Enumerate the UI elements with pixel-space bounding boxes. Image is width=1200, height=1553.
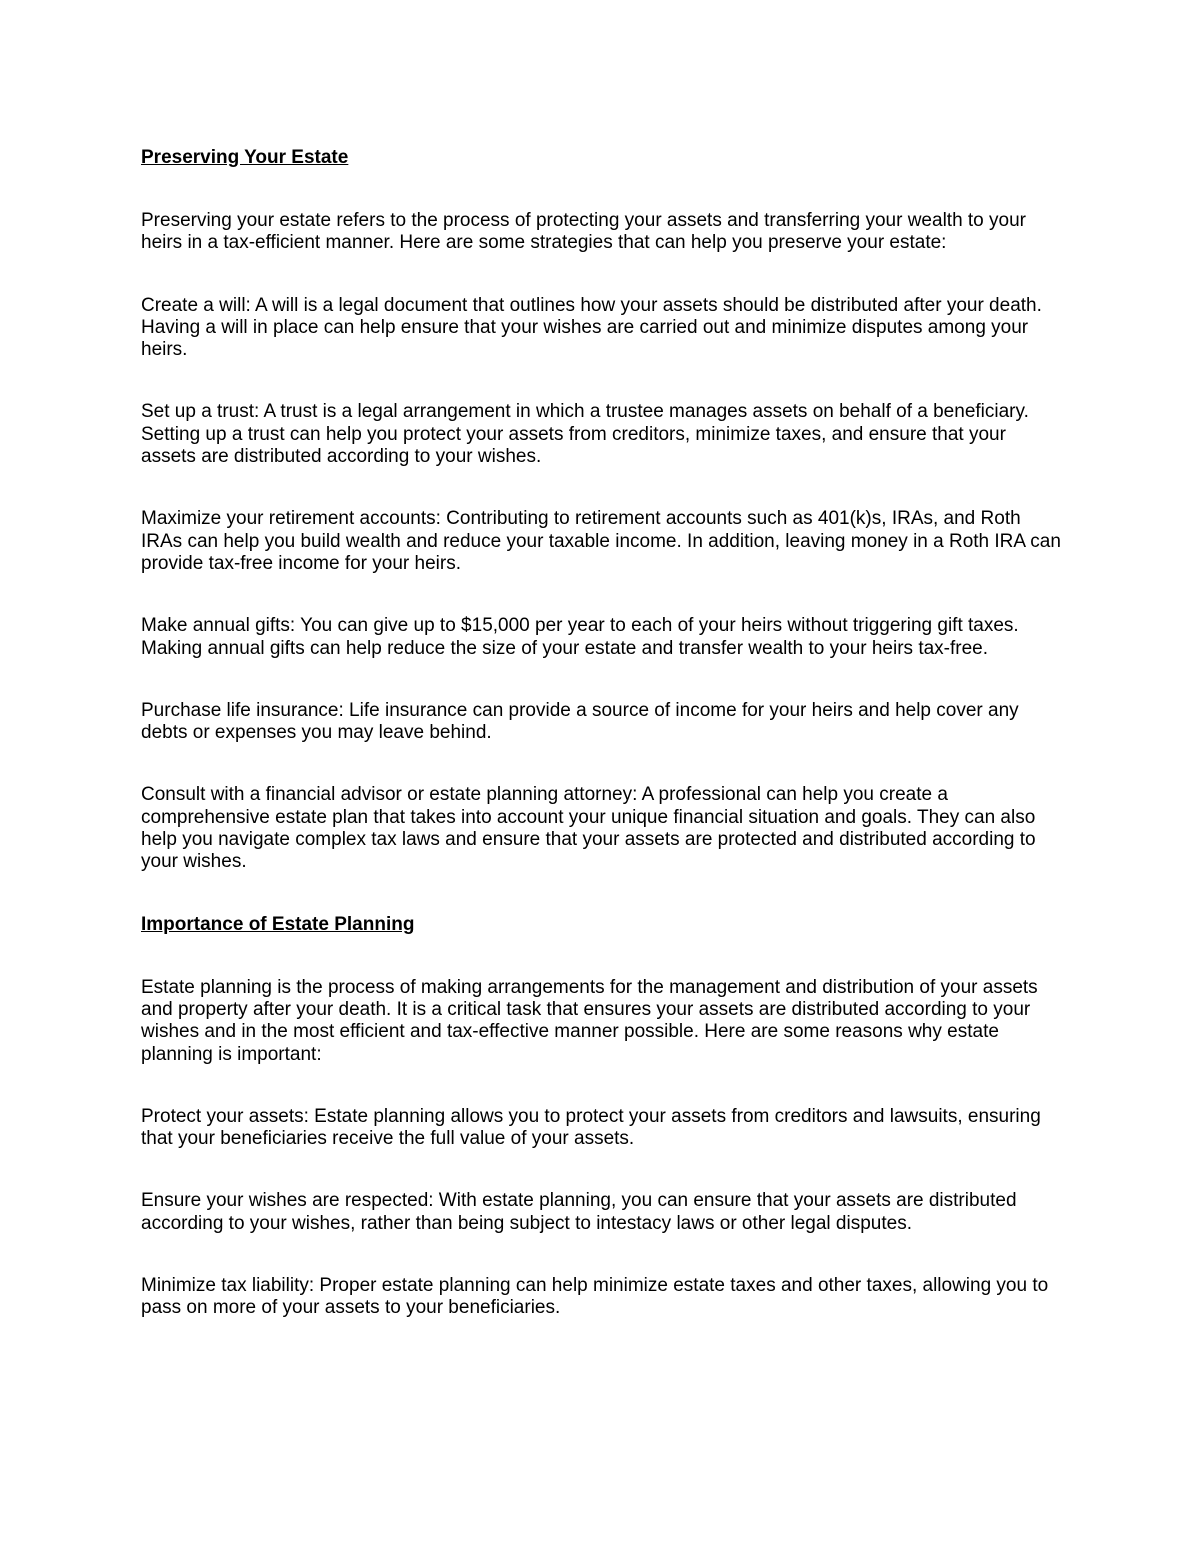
document-page [141,147,1066,1320]
reason-wishes-respected: Ensure your wishes are respected: With estate planning, you can ensure that your assets are distributed according to your wishes, rather than being subject to intestacy laws or other legal disputes. [141,1190,1017,1234]
reason-minimize-tax: Minimize tax liability: Proper estate planning can help minimize estate taxes and other taxes, allowing you to pass on more of your assets to your beneficiaries. [141,1275,1049,1319]
strategy-annual-gifts: Make annual gifts: You can give up to $15,000 per year to each of your heirs without triggering gift taxes. Making annual gifts can help reduce the size of your estate and transfer wealth to your heirs tax-free. [141,615,1019,659]
strategy-consult-advisor: Consult with a financial advisor or estate planning attorney: A professional can help you create a comprehensive estate plan that takes into account your unique financial situation and goals. They can also help you navigate complex tax laws and ensure that your assets are protected and distributed according to your wishes. [141,784,1036,873]
strategy-life-insurance: Purchase life insurance: Life insurance can provide a source of income for your heirs and help cover any debts or expenses you may leave behind. [141,699,1019,744]
strategy-create-will: Create a will: A will is a legal document that outlines how your assets should be distributed after your death. Having a will in place can help ensure that your wishes are carried out and minimize disputes among your heirs. [141,294,1042,361]
reason-protect-assets: Protect your assets: Estate planning allows you to protect your assets from creditors and lawsuits, ensuring that your beneficiaries receive the full value of your assets. [141,1105,1041,1150]
section1-intro: Preserving your estate refers to the process of protecting your assets and transferring your wealth to your heirs in a tax-efficient manner. Here are some strategies that can help you preserve your estate: [141,210,1026,254]
strategy-retirement-accounts: Maximize your retirement accounts: Contributing to retirement accounts such as 401(k)s, IRAs, and Roth IRAs can help you build wealth and reduce your taxable income. In addition, leaving money in a Roth IRA can provide tax-free income for your heirs. [141,508,1061,574]
section2-intro: Estate planning is the process of making arrangements for the management and distribution of your assets and property after your death. It is a critical task that ensures your assets are distributed according to your wishes and in the most efficient and tax-effective manner possible. Here are some reasons why estate planning is important: [141,976,1038,1065]
section-heading-importance: Importance of Estate Planning [141,913,415,935]
section-heading-preserving-estate: Preserving Your Estate [141,147,349,168]
strategy-set-up-trust: Set up a trust: A trust is a legal arrangement in which a trustee manages assets on behalf of a beneficiary. Setting up a trust can help you protect your assets from creditors, minimize taxes, and ensure that your assets are distributed according to your wishes. [141,401,1029,468]
